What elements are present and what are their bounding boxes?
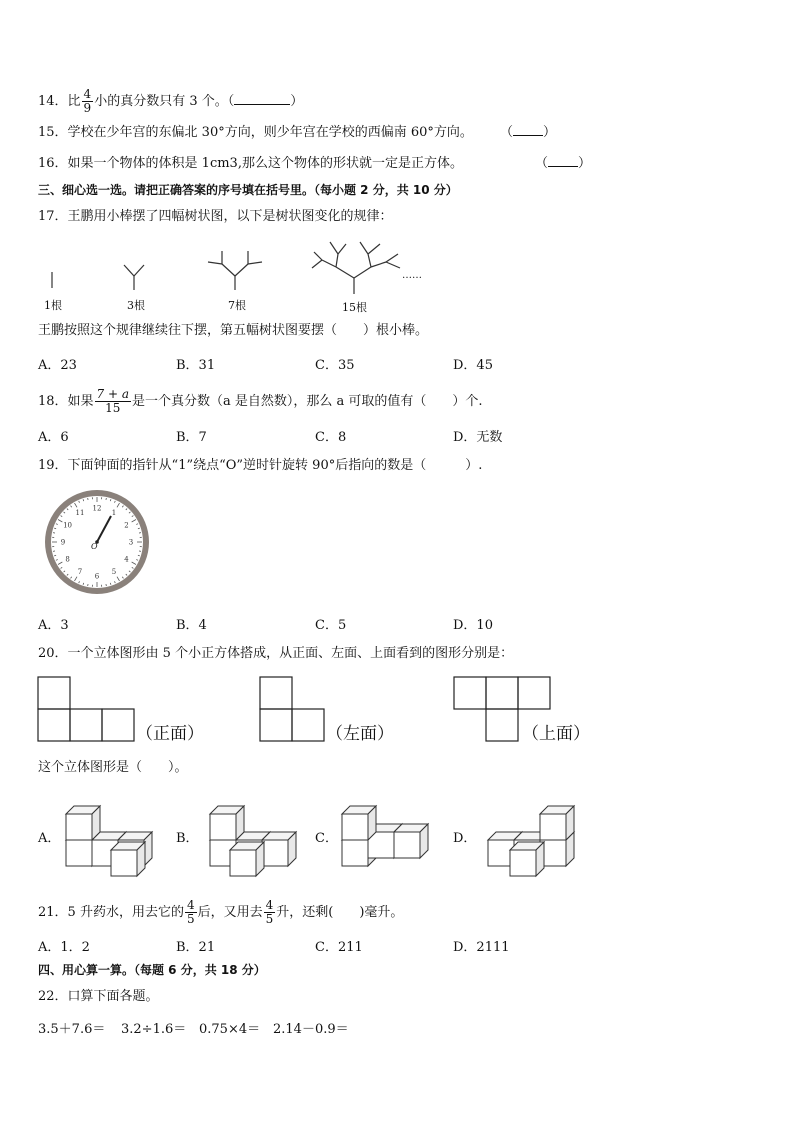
tree3 bbox=[208, 251, 262, 290]
q21-option-a[interactable]: A．1．2 bbox=[38, 940, 90, 955]
q17-option-a[interactable]: A．23 bbox=[38, 358, 77, 373]
q19-option-d[interactable]: D．10 bbox=[453, 618, 493, 633]
q19-option-b[interactable]: B．4 bbox=[176, 618, 207, 633]
clock-number: 8 bbox=[65, 555, 70, 564]
q18-option-d[interactable]: D．无数 bbox=[453, 430, 503, 445]
q14-close: ） bbox=[290, 94, 304, 109]
q21-mid: 后，又用去 bbox=[197, 905, 263, 920]
q19-stem: 19．下面钟面的指针从“1”绕点“O”逆时针旋转 90°后指向的数是（ ）. bbox=[38, 458, 483, 473]
q21-option-d[interactable]: D．2111 bbox=[453, 940, 510, 955]
option-b-figure bbox=[210, 806, 296, 876]
q21-option-b[interactable]: B．21 bbox=[176, 940, 216, 955]
clock-number: 11 bbox=[75, 509, 85, 518]
q19-option-c[interactable]: C．5 bbox=[315, 618, 347, 633]
tree-ellipsis: …… bbox=[402, 270, 422, 281]
tree2 bbox=[124, 265, 144, 290]
q17-stem: 17．王鹏用小棒摆了四幅树状图，以下是树状图变化的规律： bbox=[38, 209, 393, 224]
tree2-label: 3根 bbox=[127, 299, 145, 312]
clock-number: 3 bbox=[128, 538, 134, 547]
tree4 bbox=[312, 242, 400, 294]
q21-suffix: 升，还剩( )毫升。 bbox=[276, 905, 404, 920]
q18-frac-num: 7 + a bbox=[96, 387, 130, 401]
front-view-label: （正面） bbox=[136, 724, 204, 744]
q18-option-c[interactable]: C．8 bbox=[315, 430, 347, 445]
q16-close: ） bbox=[578, 156, 592, 171]
q20-option-b[interactable]: B． bbox=[176, 831, 199, 846]
q17-option-b[interactable]: B．31 bbox=[176, 358, 216, 373]
q15-answer bbox=[500, 124, 556, 142]
clock-number: 5 bbox=[111, 567, 117, 576]
section-4-heading: 四、用心算一算。（每题 6 分，共 18 分） bbox=[38, 963, 266, 977]
q20-stem: 20．一个立体图形由 5 个小正方体搭成，从正面、左面、上面看到的图形分别是： bbox=[38, 646, 514, 661]
q21-prefix: 21．5 升药水，用去它的 bbox=[38, 905, 184, 920]
question-16 bbox=[38, 155, 463, 173]
q16-text: 16．如果一个物体的体积是 1cm3,那么这个物体的形状就一定是正方体。 bbox=[38, 156, 463, 171]
q21-fraction-2 bbox=[264, 899, 276, 926]
q18-frac-den: 15 bbox=[105, 401, 121, 415]
q14-answer-blank[interactable] bbox=[234, 104, 290, 105]
q21-frac2-num: 4 bbox=[265, 898, 274, 912]
option-a-figure bbox=[66, 806, 152, 876]
q22-item-2: 3.2÷1.6＝ bbox=[121, 1022, 187, 1037]
q21-frac2-den: 5 bbox=[265, 912, 274, 926]
q20-option-d[interactable]: D． bbox=[453, 831, 477, 846]
q18-suffix: 是一个真分数（a 是自然数），那么 a 可取的值有（ ）个. bbox=[132, 394, 483, 409]
three-views bbox=[38, 676, 598, 746]
q18-option-a[interactable]: A．6 bbox=[38, 430, 69, 445]
q21-frac1-num: 4 bbox=[186, 898, 195, 912]
q15-close: ） bbox=[543, 125, 557, 140]
q14-frac-den: 9 bbox=[83, 101, 92, 115]
q16-open: （ bbox=[535, 156, 549, 171]
clock-number: 4 bbox=[124, 555, 129, 564]
left-view-label: （左面） bbox=[326, 724, 394, 744]
clock-number: 12 bbox=[92, 504, 102, 513]
q17-option-d[interactable]: D．45 bbox=[453, 358, 493, 373]
q20-question: 这个立体图形是（ ）。 bbox=[38, 760, 188, 775]
question-15 bbox=[38, 124, 473, 142]
clock-number: 7 bbox=[77, 567, 83, 576]
tree1-label: 1根 bbox=[44, 299, 62, 312]
q18-fraction bbox=[95, 388, 131, 415]
clock-center-label: O bbox=[91, 542, 98, 551]
q15-text: 15．学校在少年宫的东偏北 30°方向，则少年宫在学校的西偏南 60°方向。 bbox=[38, 125, 473, 140]
q17-question: 王鹏按照这个规律继续往下摆，第五幅树状图要摆（ ）根小棒。 bbox=[38, 323, 429, 338]
clock-number: 9 bbox=[60, 538, 66, 547]
question-18 bbox=[38, 388, 483, 415]
q14-suffix: 小的真分数只有 3 个。（ bbox=[94, 94, 235, 109]
q15-answer-blank[interactable] bbox=[513, 135, 543, 136]
tree3-label: 7根 bbox=[228, 299, 246, 312]
q21-frac1-den: 5 bbox=[186, 912, 195, 926]
question-21 bbox=[38, 899, 403, 926]
q16-answer-blank[interactable] bbox=[548, 166, 578, 167]
q15-open: （ bbox=[500, 125, 514, 140]
q19-option-a[interactable]: A．3 bbox=[38, 618, 69, 633]
option-c-figure bbox=[342, 806, 428, 866]
q18-prefix: 18．如果 bbox=[38, 394, 94, 409]
q20-option-c[interactable]: C． bbox=[315, 831, 338, 846]
clock-number: 6 bbox=[94, 572, 100, 581]
q22-stem: 22．口算下面各题。 bbox=[38, 989, 159, 1004]
q14-prefix: 14．比 bbox=[38, 94, 81, 109]
q14-fraction bbox=[82, 88, 94, 115]
q20-option-a[interactable]: A． bbox=[38, 831, 61, 846]
tree4-label: 15根 bbox=[342, 301, 367, 314]
tree-diagrams bbox=[38, 232, 458, 322]
left-view bbox=[260, 677, 324, 741]
clock-number: 2 bbox=[124, 521, 129, 530]
clock-number: 10 bbox=[63, 521, 73, 530]
q16-answer bbox=[535, 155, 591, 173]
q22-item-4: 2.14－0.9＝ bbox=[273, 1022, 349, 1037]
q22-item-1: 3.5＋7.6＝ bbox=[38, 1022, 106, 1037]
top-view-label: （上面） bbox=[522, 724, 590, 744]
q14-frac-num: 4 bbox=[83, 87, 92, 101]
cube-options bbox=[60, 790, 620, 870]
section-3-heading: 三、细心选一选。请把正确答案的序号填在括号里。（每小题 2 分，共 10 分） bbox=[38, 183, 458, 197]
q21-fraction-1 bbox=[185, 899, 197, 926]
clock-face bbox=[43, 488, 153, 598]
front-view bbox=[38, 677, 134, 741]
question-14 bbox=[38, 88, 303, 115]
option-d-figure bbox=[488, 806, 574, 876]
q17-option-c[interactable]: C．35 bbox=[315, 358, 355, 373]
clock-number: 1 bbox=[111, 509, 117, 518]
q22-item-3: 0.75×4＝ bbox=[199, 1022, 261, 1037]
q18-option-b[interactable]: B．7 bbox=[176, 430, 207, 445]
q21-option-c[interactable]: C．211 bbox=[315, 940, 363, 955]
